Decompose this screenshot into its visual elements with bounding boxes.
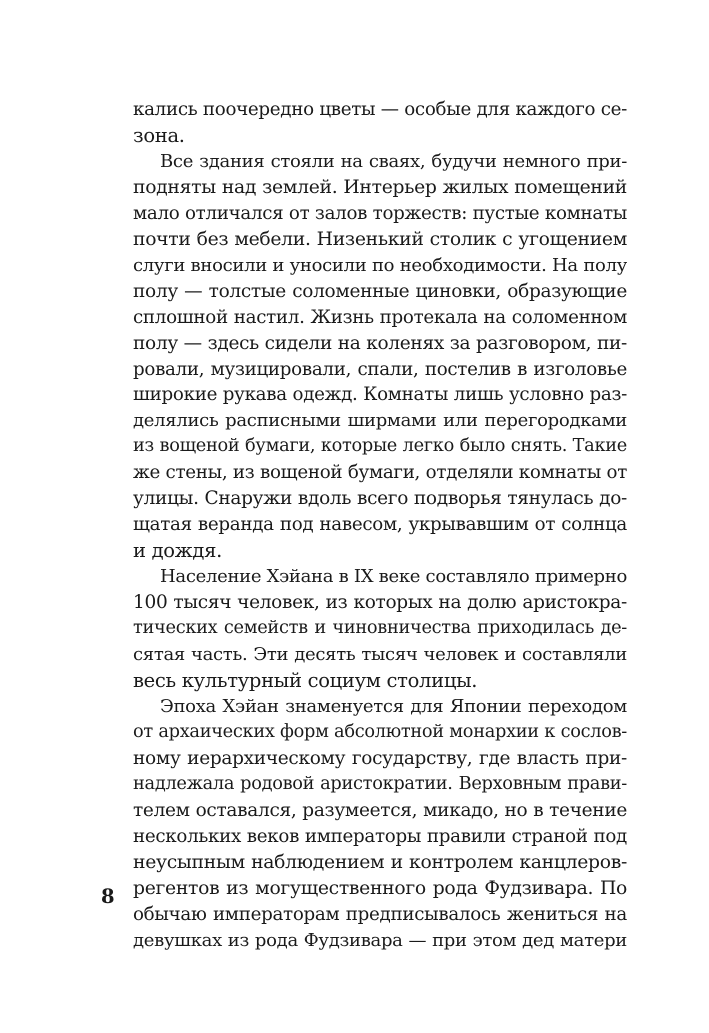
text-line: весь культурный социум столицы. bbox=[133, 668, 478, 692]
text-line: ному иерархическому государству, где власть при- bbox=[133, 747, 627, 769]
text-line: обычаю императорам предписывалось жениться на bbox=[133, 903, 627, 925]
text-line: щатая веранда под навесом, укрывавшим от солнца bbox=[133, 514, 627, 536]
text-line: регентов из могущественного рода Фудзивара. По bbox=[133, 877, 627, 899]
text-line: надлежала родовой аристократии. Верховным прави- bbox=[133, 773, 627, 794]
page-number: 8 bbox=[101, 885, 115, 908]
text-line: от архаических форм абсолютной монархии к сослов- bbox=[133, 721, 627, 742]
body-text bbox=[133, 97, 627, 953]
text-line: полу — толстые соломенные циновки, образующие bbox=[133, 280, 627, 302]
text-line: зона. bbox=[133, 123, 185, 147]
text-line: 100 тысяч человек, из которых на долю аристокра- bbox=[133, 592, 627, 614]
text-line: делялись расписными ширмами или перегородками bbox=[133, 410, 627, 432]
text-line: неусыпным наблюдением и контролем канцлеров- bbox=[133, 851, 627, 873]
text-line: Эпоха Хэйан знаменуется для Японии переходом bbox=[160, 695, 627, 717]
text-line: Население Хэйана в IX веке составляло примерно bbox=[160, 566, 627, 588]
text-line: полу — здесь сидели на коленях за разговором, пи- bbox=[133, 332, 627, 354]
text-line: девушках из рода Фудзивара — при этом дед матери bbox=[133, 929, 627, 951]
text-line: почти без мебели. Низенький столик с угощением bbox=[133, 228, 627, 250]
text-line: Все здания стояли на сваях, будучи немного при- bbox=[160, 150, 627, 172]
text-line: ровали, музицировали, спали, постелив в изголовье bbox=[133, 358, 627, 380]
text-line: слуги вносили и уносили по необходимости. На полу bbox=[133, 254, 627, 276]
text-line: и дождя. bbox=[133, 539, 222, 563]
text-line: тических семейств и чиновничества приходилась де- bbox=[133, 618, 627, 639]
text-line: мало отличался от залов торжеств: пустые комнаты bbox=[133, 202, 627, 224]
text-line: нескольких веков императоры правили страной под bbox=[133, 825, 627, 847]
text-line: сплошной настил. Жизнь протекала на соломенном bbox=[133, 306, 627, 328]
text-line: кались поочередно цветы — особые для каждого се- bbox=[133, 99, 627, 120]
text-line: подняты над землей. Интерьер жилых помещений bbox=[133, 176, 627, 198]
text-line: телем оставался, разумеется, микадо, но в течение bbox=[133, 799, 627, 821]
text-line: же стены, из вощеной бумаги, отделяли комнаты от bbox=[133, 462, 627, 484]
text-line: широкие рукава одежд. Комнаты лишь условно раз- bbox=[133, 384, 627, 406]
text-line: улицы. Снаружи вдоль всего подворья тянулась до- bbox=[133, 488, 627, 510]
text-line: сятая часть. Эти десять тысяч человек и составляли bbox=[133, 644, 627, 666]
text-line: из вощеной бумаги, которые легко было снять. Такие bbox=[133, 436, 627, 457]
